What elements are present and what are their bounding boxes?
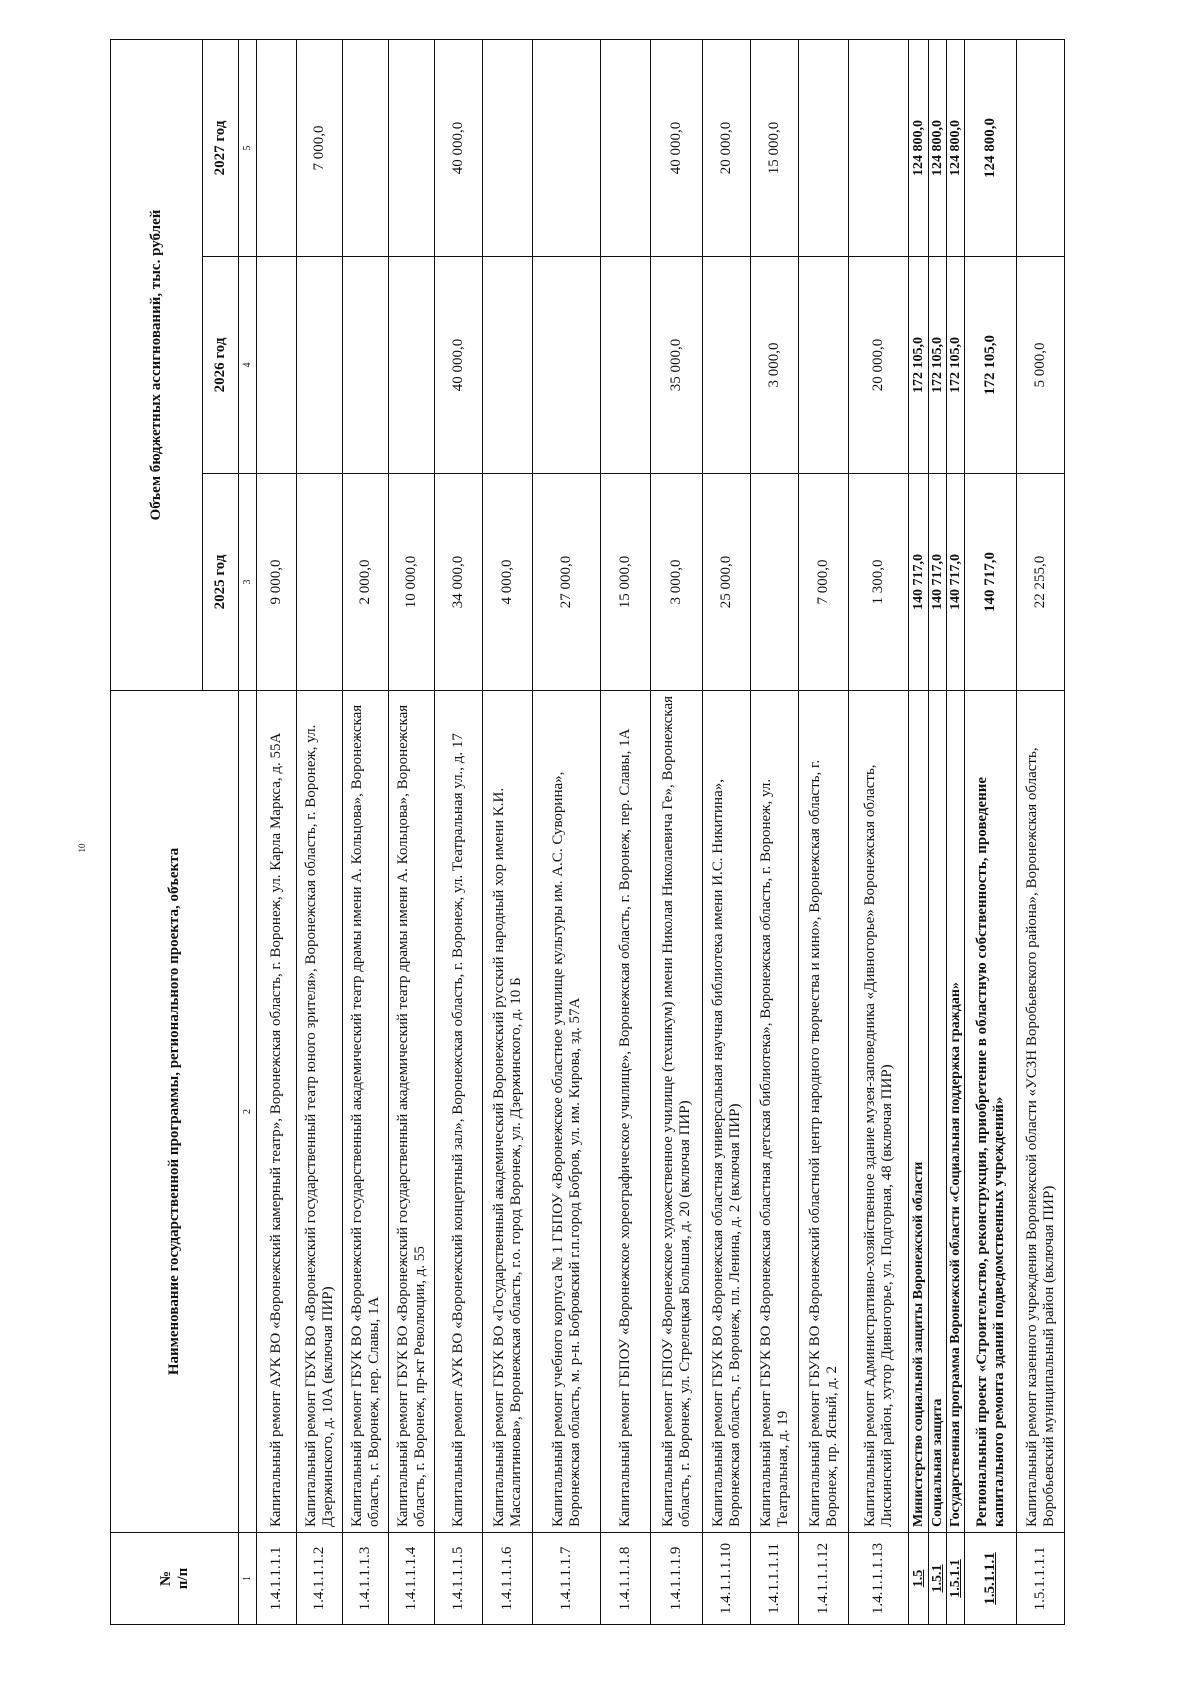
table-row bbox=[965, 39, 1017, 1624]
row-number: 1.5.1.1.1.1 bbox=[1017, 1533, 1065, 1625]
row-2027 bbox=[1017, 39, 1065, 256]
row-2026: 172 105,0 bbox=[947, 257, 965, 474]
row-2025: 3 000,0 bbox=[651, 474, 703, 691]
row-2025 bbox=[751, 474, 799, 691]
header-volume: Объем бюджетных ассигнований, тыс. рублей bbox=[111, 39, 203, 690]
column-index: 3 bbox=[239, 474, 257, 691]
row-2026: 20 000,0 bbox=[849, 257, 909, 474]
row-2027: 40 000,0 bbox=[651, 39, 703, 256]
row-2025: 22 255,0 bbox=[1017, 474, 1065, 691]
row-name: Региональный проект «Строительство, реконструкция, приобретение в областную собственность, проведение капитального ремонта зданий подведомственных учреждений» bbox=[965, 691, 1017, 1533]
column-index: 4 bbox=[239, 257, 257, 474]
row-number: 1.4.1.1.1.5 bbox=[435, 1533, 483, 1625]
table-row bbox=[929, 39, 947, 1624]
row-2025: 9 000,0 bbox=[257, 474, 297, 691]
table-row bbox=[799, 39, 849, 1624]
row-number: 1.4.1.1.1.6 bbox=[483, 1533, 533, 1625]
table-row bbox=[601, 39, 651, 1624]
row-2026 bbox=[703, 257, 751, 474]
row-2025: 1 300,0 bbox=[849, 474, 909, 691]
table-row bbox=[257, 39, 297, 1624]
row-2027 bbox=[533, 39, 601, 256]
table-row bbox=[703, 39, 751, 1624]
column-index: 5 bbox=[239, 39, 257, 256]
row-name: Капитальный ремонт ГБПОУ «Воронежское хореографическое училище», Воронежская область, г. Воронеж, пер. Славы, 1А bbox=[601, 691, 651, 1533]
row-name: Капитальный ремонт ГБУК ВО «Воронежский государственный академический театр драмы имени А. Кольцова», Воронежская область, г. Воронеж, пр-кт Революции, д. 55 bbox=[389, 691, 435, 1533]
row-name: Капитальный ремонт ГБУК ВО «Воронежский областной центр народного творчества и кино», Воронежская область, г. Воронеж, пр. Ясный, д. 2 bbox=[799, 691, 849, 1533]
row-number: 1.4.1.1.1.7 bbox=[533, 1533, 601, 1625]
header-2026: 2026 год bbox=[203, 257, 239, 474]
row-2025: 27 000,0 bbox=[533, 474, 601, 691]
row-2025: 7 000,0 bbox=[799, 474, 849, 691]
row-name: Капитальный ремонт ГБУК ВО «Воронежская областная детская библиотека», Воронежская область, г. Воронеж, ул. Театральная, д. 19 bbox=[751, 691, 799, 1533]
row-name: Капитальный ремонт ГБУК ВО «Государственный академический Воронежский русский народный хор имени К.И. Массалитинова», Воронежская область, г.о. город Воронеж, ул. Дзержинского, д. 10 Б bbox=[483, 691, 533, 1533]
row-2026: 35 000,0 bbox=[651, 257, 703, 474]
header-2025: 2025 год bbox=[203, 474, 239, 691]
row-number: 1.4.1.1.1.12 bbox=[799, 1533, 849, 1625]
row-2026 bbox=[389, 257, 435, 474]
row-2027: 40 000,0 bbox=[435, 39, 483, 256]
row-number: 1.5.1.1.1 bbox=[965, 1533, 1017, 1625]
row-2025: 4 000,0 bbox=[483, 474, 533, 691]
row-2027: 124 800,0 bbox=[929, 39, 947, 256]
header-2027: 2027 год bbox=[203, 39, 239, 256]
row-name: Капитальный ремонт ГБУК ВО «Воронежский государственный театр юного зрителя», Воронежская область, г. Воронеж, ул. Дзержинского, д. 10А (включая ПИР) bbox=[297, 691, 343, 1533]
row-number: 1.4.1.1.1.8 bbox=[601, 1533, 651, 1625]
row-number: 1.4.1.1.1.2 bbox=[297, 1533, 343, 1625]
column-index: 2 bbox=[239, 691, 257, 1533]
table-row bbox=[947, 39, 965, 1624]
row-2027 bbox=[483, 39, 533, 256]
row-2025: 34 000,0 bbox=[435, 474, 483, 691]
row-2027: 20 000,0 bbox=[703, 39, 751, 256]
row-2026: 3 000,0 bbox=[751, 257, 799, 474]
row-2027: 15 000,0 bbox=[751, 39, 799, 256]
row-2025: 10 000,0 bbox=[389, 474, 435, 691]
row-number: 1.4.1.1.1.1 bbox=[257, 1533, 297, 1625]
row-number: 1.4.1.1.1.10 bbox=[703, 1533, 751, 1625]
row-2026: 5 000,0 bbox=[1017, 257, 1065, 474]
row-2025: 140 717,0 bbox=[947, 474, 965, 691]
row-2027 bbox=[257, 39, 297, 256]
row-name: Капитальный ремонт казенного учреждения Воронежской области «УСЗН Воробьевского района», Воронежская область, Воробьевский муниципальный район (включая ПИР) bbox=[1017, 691, 1065, 1533]
row-name: Капитальный ремонт Административно-хозяйственное здание музея-заповедника «Дивногорье» Воронежская область, Лискинский район, хутор Дивногорье, ул. Подгорная, 48 (включая ПИР) bbox=[849, 691, 909, 1533]
table-row bbox=[533, 39, 601, 1624]
row-number: 1.5 bbox=[909, 1533, 929, 1625]
row-name: Социальная защита bbox=[929, 691, 947, 1533]
column-index: 1 bbox=[239, 1533, 257, 1625]
row-2026 bbox=[257, 257, 297, 474]
row-2026: 172 105,0 bbox=[929, 257, 947, 474]
row-number: 1.4.1.1.1.11 bbox=[751, 1533, 799, 1625]
row-2026: 172 105,0 bbox=[909, 257, 929, 474]
row-name: Капитальный ремонт ГБУК ВО «Воронежский государственный академический театр драмы имени А. Кольцова», Воронежская область, г. Воронеж, пер. Славы, 1А bbox=[343, 691, 389, 1533]
row-2025: 25 000,0 bbox=[703, 474, 751, 691]
row-number: 1.5.1.1 bbox=[947, 1533, 965, 1625]
table-row bbox=[297, 39, 343, 1624]
table-row bbox=[751, 39, 799, 1624]
row-2027: 124 800,0 bbox=[909, 39, 929, 256]
row-number: 1.4.1.1.1.13 bbox=[849, 1533, 909, 1625]
table-row bbox=[1017, 39, 1065, 1624]
row-2026: 40 000,0 bbox=[435, 257, 483, 474]
row-2025: 2 000,0 bbox=[343, 474, 389, 691]
row-name: Капитальный ремонт ГБПОУ «Воронежское художественное училище (техникум) имени Николая Николаевича Ге», Воронежская область, г. Воронеж, ул. Стрелецкая Большая, д. 20 (включая ПИР) bbox=[651, 691, 703, 1533]
table-row bbox=[909, 39, 929, 1624]
row-2025: 140 717,0 bbox=[965, 474, 1017, 691]
row-name: Государственная программа Воронежской области «Социальная поддержка граждан» bbox=[947, 691, 965, 1533]
table-row bbox=[435, 39, 483, 1624]
row-2027: 7 000,0 bbox=[297, 39, 343, 256]
row-2025: 140 717,0 bbox=[929, 474, 947, 691]
header-number: № п/п bbox=[111, 1533, 239, 1625]
row-number: 1.4.1.1.1.4 bbox=[389, 1533, 435, 1625]
row-2027: 124 800,0 bbox=[947, 39, 965, 256]
row-2027 bbox=[343, 39, 389, 256]
table-row bbox=[483, 39, 533, 1624]
row-2027: 124 800,0 bbox=[965, 39, 1017, 256]
table-row bbox=[849, 39, 909, 1624]
table-row bbox=[343, 39, 389, 1624]
row-2026 bbox=[297, 257, 343, 474]
header-name: Наименование государственной программы, регионального проекта, объекта bbox=[111, 691, 239, 1533]
table-row bbox=[651, 39, 703, 1624]
row-2027 bbox=[799, 39, 849, 256]
budget-table bbox=[110, 39, 1065, 1625]
row-2025 bbox=[297, 474, 343, 691]
row-2027 bbox=[601, 39, 651, 256]
row-2025: 15 000,0 bbox=[601, 474, 651, 691]
document-page-rotated bbox=[110, 40, 1165, 1625]
row-2025: 140 717,0 bbox=[909, 474, 929, 691]
row-name: Капитальный ремонт АУК ВО «Воронежский концертный зал», Воронежская область, г. Воронеж, ул. Театральная ул., д. 17 bbox=[435, 691, 483, 1533]
row-2026 bbox=[799, 257, 849, 474]
row-name: Капитальный ремонт учебного корпуса № 1 ГБПОУ «Воронежское областное училище культуры им. А.С. Суворина», Воронежская область, м. р-н. Бобровский г.п.город Бобров, ул. им. Кирова, зд. 57А bbox=[533, 691, 601, 1533]
row-2027 bbox=[849, 39, 909, 256]
row-name: Министерство социальной защиты Воронежской области bbox=[909, 691, 929, 1533]
row-2026 bbox=[601, 257, 651, 474]
row-number: 1.5.1 bbox=[929, 1533, 947, 1625]
row-2026 bbox=[483, 257, 533, 474]
row-name: Капитальный ремонт АУК ВО «Воронежский камерный театр», Воронежская область, г. Воронеж, ул. Карла Маркса, д. 55А bbox=[257, 691, 297, 1533]
row-2026 bbox=[343, 257, 389, 474]
row-name: Капитальный ремонт ГБУК ВО «Воронежская областная универсальная научная библиотека имени И.С. Никитина», Воронежская область, г. Воронеж, пл. Ленина, д. 2 (включая ПИР) bbox=[703, 691, 751, 1533]
row-number: 1.4.1.1.1.9 bbox=[651, 1533, 703, 1625]
row-number: 1.4.1.1.1.3 bbox=[343, 1533, 389, 1625]
row-2027 bbox=[389, 39, 435, 256]
row-2026 bbox=[533, 257, 601, 474]
table-row bbox=[389, 39, 435, 1624]
row-2026: 172 105,0 bbox=[965, 257, 1017, 474]
page-number: 10 bbox=[77, 843, 87, 853]
